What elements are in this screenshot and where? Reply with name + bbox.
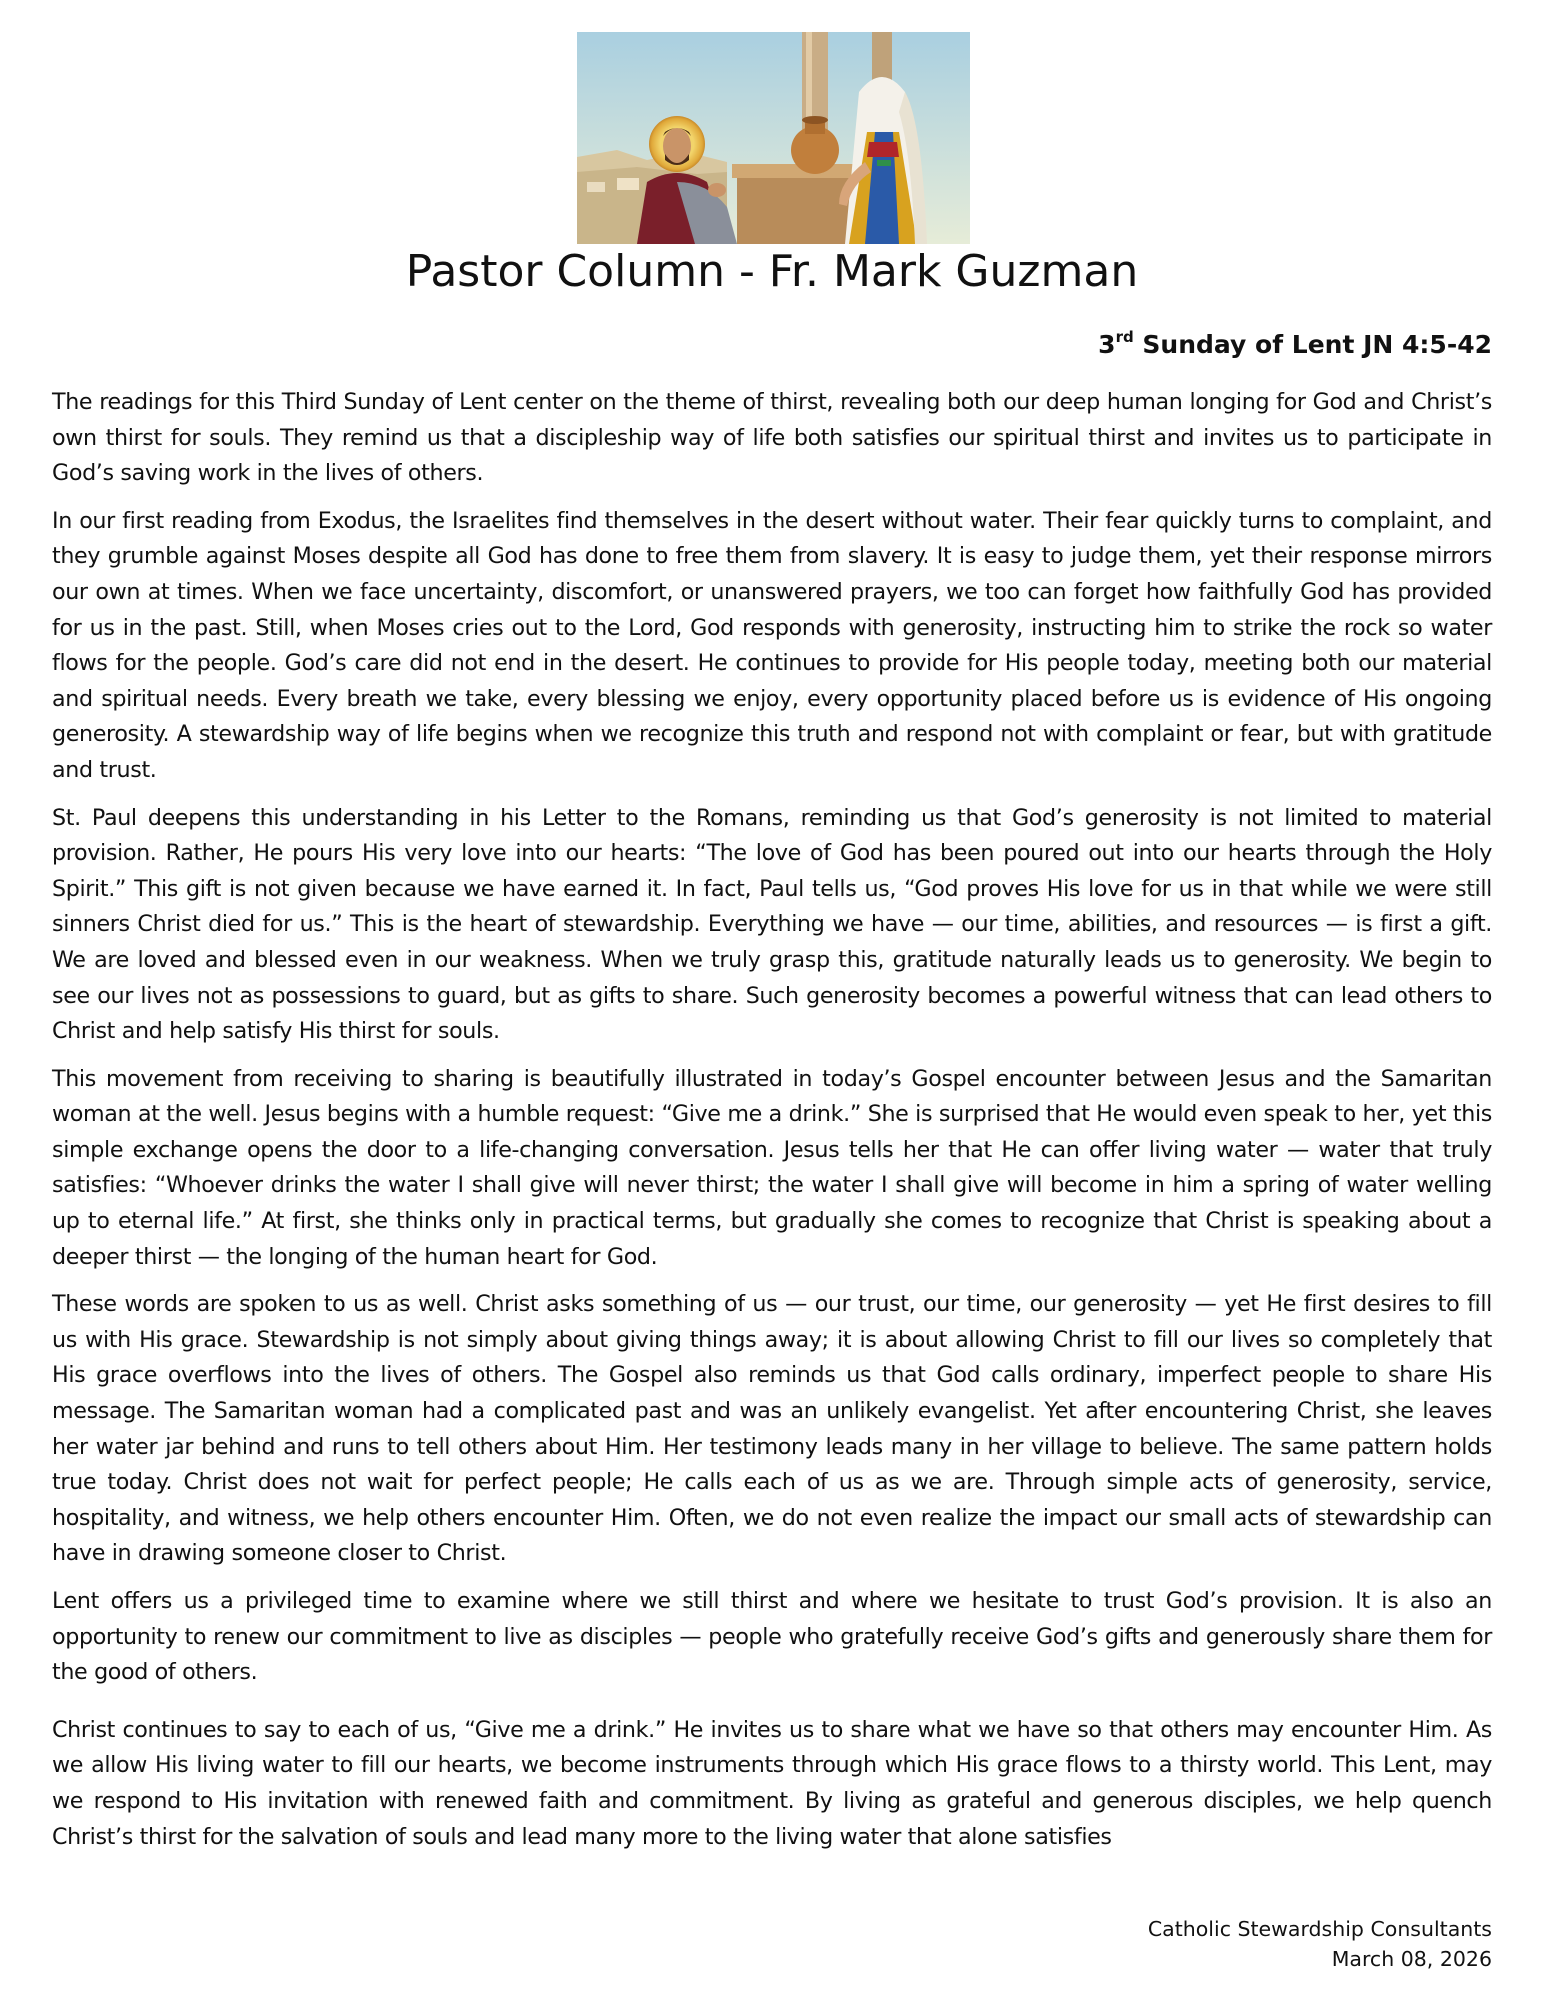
paragraph: St. Paul deepens this understanding in his Letter to the Romans, reminding us that God’s generosity is not limited to material provision. Rather, He pours His very love into our hearts: “The love of God has been poured out into our hearts through the Holy Spirit.” This gift is not given because we have earned it. In fact, Paul tells us, “God proves His love for us in that while we were still sinners Christ died for us.” This is the heart of stewardship. Everything we have — our time, abilities, and resources — is first a gift. We are loved and blessed even in our weakness. When we truly grasp this, gratitude naturally leads us to generosity. We begin to see our lives not as possessions to guard, but as gifts to share. Such generosity becomes a powerful witness that can lead others to Christ and help satisfy His thirst for souls. (52, 804, 1492, 1045)
publication-date: March 08, 2026 (1331, 1947, 1492, 1971)
paragraph: Lent offers us a privileged time to examine where we still thirst and where we hesitate to trust God’s provision. It is also an opportunity to renew our commitment to live as disciples — people who gratefully receive God’s gifts and generously share them for the good of others. (52, 1588, 1492, 1686)
subtitle-ordinal-suffix: rd (1115, 328, 1134, 346)
paragraph: Christ continues to say to each of us, “Give me a drink.” He invites us to share what we have so that others may encounter Him. As we allow His living water to fill our hearts, we become instruments through which His grace flows to a thirsty world. This Lent, may we respond to His invitation with renewed faith and commitment. By living as grateful and generous disciples, we help quench Christ’s thirst for the salvation of souls and lead many more to the living water that alone satisfies (52, 1716, 1492, 1850)
jesus-samaritan-woman-at-well-illustration (577, 32, 970, 244)
paragraph: This movement from receiving to sharing is beautifully illustrated in today’s Gospel encounter between Jesus and the Samaritan woman at the well. Jesus begins with a humble request: “Give me a drink.” She is surprised that He would even speak to her, yet this simple exchange opens the door to a life-changing conversation. Jesus tells her that He can offer living water — water that truly satisfies: “Whoever drinks the water I shall give will never thirst; the water I shall give will become in him a spring of water welling up to eternal life.” At first, she thinks only in practical terms, but gradually she comes to recognize that Christ is speaking about a deeper thirst — the longing of the human heart for God. (52, 1065, 1492, 1270)
liturgical-date-heading (1098, 330, 1492, 359)
subtitle-text: Sunday of Lent JN 4:5-42 (1133, 330, 1492, 359)
subtitle-ordinal: 3 (1098, 330, 1116, 359)
signature-block (1148, 1914, 1492, 1974)
organization-name: Catholic Stewardship Consultants (1147, 1917, 1492, 1941)
article-body (52, 385, 1492, 1867)
paragraph: These words are spoken to us as well. Christ asks something of us — our trust, our time, our generosity — yet He first desires to fill us with His grace. Stewardship is not simply about giving things away; it is about allowing Christ to fill our lives so completely that His grace overflows into the lives of others. The Gospel also reminds us that God calls ordinary, imperfect people to share His message. The Samaritan woman had a complicated past and was an unlikely evangelist. Yet after encountering Christ, she leaves her water jar behind and runs to tell others about Him. Her testimony leads many in her village to believe. The same pattern holds true today. Christ does not wait for perfect people; He calls each of us as we are. Through simple acts of generosity, service, hospitality, and witness, we help others encounter Him. Often, we do not even realize the impact our small acts of stewardship can have in drawing someone closer to Christ. (52, 1291, 1492, 1567)
paragraph: In our first reading from Exodus, the Israelites find themselves in the desert without water. Their fear quickly turns to complaint, and they grumble against Moses despite all God has done to free them from slavery. It is easy to judge them, yet their response mirrors our own at times. When we face uncertainty, discomfort, or unanswered prayers, we too can forget how faithfully God has provided for us in the past. Still, when Moses cries out to the Lord, God responds with generosity, instructing him to strike the rock so water flows for the people. God’s care did not end in the desert. He continues to provide for His people today, meeting both our material and spiritual needs. Every breath we take, every blessing we enjoy, every opportunity placed before us is evidence of His ongoing generosity. A stewardship way of life begins when we recognize this truth and respond not with complaint or fear, but with gratitude and trust. (52, 507, 1492, 783)
paragraph: The readings for this Third Sunday of Lent center on the theme of thirst, revealing both our deep human longing for God and Christ’s own thirst for souls. They remind us that a discipleship way of life both satisfies our spiritual thirst and invites us to participate in God’s saving work in the lives of others. (52, 389, 1492, 487)
page-title: Pastor Column - Fr. Mark Guzman (405, 246, 1139, 297)
